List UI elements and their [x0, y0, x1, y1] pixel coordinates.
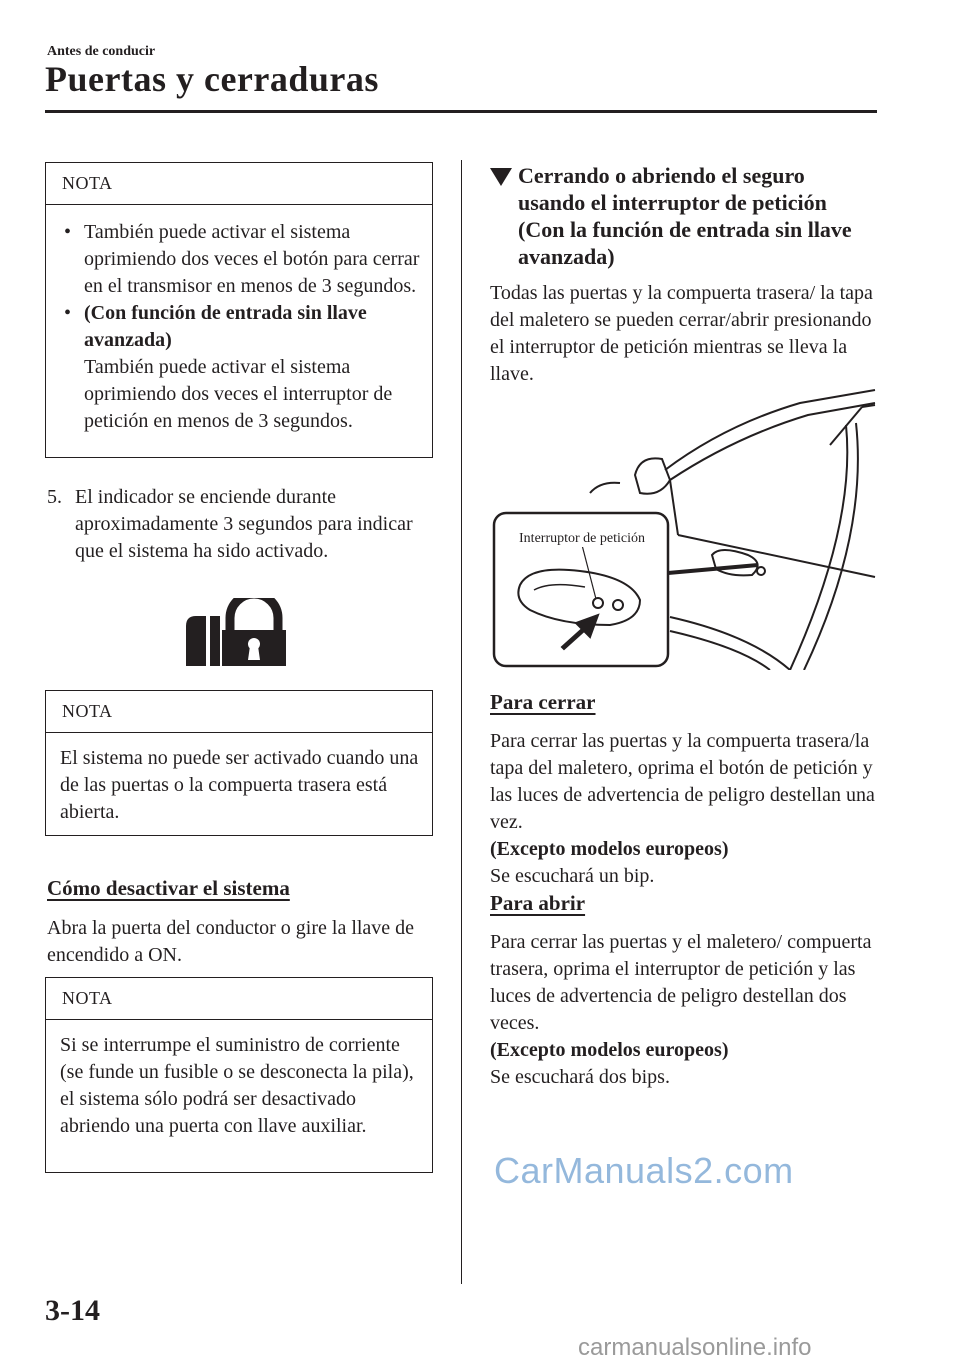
- door-handle-diagram: [490, 385, 880, 670]
- column-divider: [461, 160, 462, 1284]
- footer-url: carmanualsonline.info: [578, 1334, 812, 1361]
- note-text: Si se interrumpe el suministro de corriente (se funde un fusible o se desconecta la pila), el sistema sólo podrá ser desactivado abriendo una puerta con llave auxiliar.: [60, 1034, 414, 1137]
- bullet-dot-icon: •: [64, 221, 72, 243]
- note-box-2: [45, 690, 433, 836]
- security-indicator-lock-icon: [180, 598, 290, 668]
- note-bullet-text: También puede activar el sistema oprimiendo dos veces el botón para cerrar en el transmisor en menos de 3 segundos.: [84, 221, 420, 297]
- section-label: Antes de conducir: [47, 44, 156, 59]
- open-body: Para cerrar las puertas y el maletero/ compuerta trasera, oprima el interruptor de petición y las luces de advertencia de peligro destellan dos veces.: [490, 931, 872, 1034]
- note-title: NOTA: [46, 691, 432, 733]
- step-5: [47, 484, 432, 565]
- open-heading: Para abrir: [490, 891, 586, 915]
- note-title: NOTA: [46, 978, 432, 1020]
- note-bullet-text: También puede activar el sistema oprimiendo dos veces el interruptor de petición en menos de 3 segundos.: [84, 356, 393, 432]
- section-heading-text: Cerrando o abriendo el seguro usando el interruptor de petición (Con la función de entrada sin llave avanzada): [518, 163, 852, 269]
- page-title: Puertas y cerraduras: [45, 59, 379, 99]
- open-text: [490, 929, 875, 1091]
- step-text: El indicador se enciende durante aproximadamente 3 segundos para indicar que el sistema ha sido activado.: [75, 486, 413, 562]
- page-number: 3-14: [45, 1294, 100, 1327]
- close-body: Para cerrar las puertas y la compuerta trasera/la tapa del maletero, oprima el botón de petición y las luces de advertencia de peligro destellan una vez.: [490, 730, 875, 833]
- header-rule: [45, 110, 877, 113]
- close-body-2: Se escuchará un bip.: [490, 865, 655, 887]
- watermark: CarManuals2.com: [494, 1150, 794, 1191]
- step-number: 5.: [47, 486, 62, 508]
- note-bullet: [60, 300, 420, 435]
- note-box-1: [45, 162, 433, 458]
- note-title: NOTA: [46, 163, 432, 205]
- note-bullet-bold: (Con función de entrada sin llave avanzada): [84, 302, 367, 351]
- deactivate-text: Abra la puerta del conductor o gire la llave de encendido a ON.: [47, 917, 415, 966]
- close-note-bold: (Excepto modelos europeos): [490, 838, 729, 860]
- triangle-marker-icon: [490, 168, 512, 186]
- deactivate-heading: Cómo desactivar el sistema: [47, 876, 290, 900]
- note-bullet: [60, 219, 420, 300]
- section-heading: [490, 162, 870, 270]
- close-heading: Para cerrar: [490, 690, 596, 714]
- open-body-2: Se escuchará dos bips.: [490, 1066, 670, 1088]
- diagram-label: Interruptor de petición: [519, 531, 645, 546]
- close-text: [490, 728, 875, 890]
- note-text: El sistema no puede ser activado cuando una de las puertas o la compuerta trasera está abierta.: [60, 747, 419, 823]
- note-box-3: [45, 977, 433, 1173]
- bullet-dot-icon: •: [64, 302, 72, 324]
- intro-text: Todas las puertas y la compuerta trasera/ la tapa del maletero se pueden cerrar/abrir presionando el interruptor de petición mientras se lleva la llave.: [490, 282, 873, 385]
- open-note-bold: (Excepto modelos europeos): [490, 1039, 729, 1061]
